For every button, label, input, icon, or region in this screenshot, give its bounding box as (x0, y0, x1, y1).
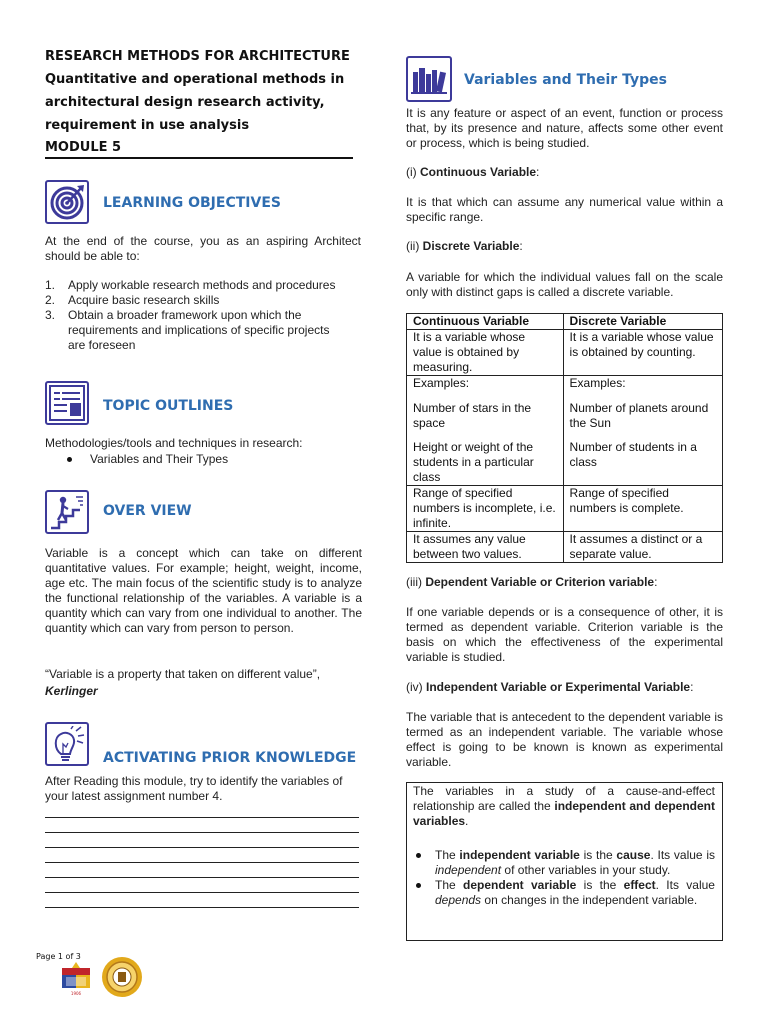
answer-line[interactable] (45, 847, 359, 848)
document-list-icon (45, 381, 89, 425)
objective-number-3: 3. (45, 308, 56, 322)
objective-number-1: 1. (45, 278, 56, 292)
table-cell: Range of specified numbers is incomplete, i.e. infinite. (407, 486, 564, 532)
course-title: RESEARCH METHODS FOR ARCHITECTURE (45, 49, 350, 64)
bullet-icon (416, 853, 421, 858)
objective-item-2: Acquire basic research skills (68, 293, 220, 307)
continuous-variable-title: (i) Continuous Variable: (406, 165, 540, 179)
objective-number-2: 2. (45, 293, 56, 307)
topic-item: Variables and Their Types (90, 452, 229, 466)
table-cell: It is a variable whose value is obtained by counting. (563, 330, 722, 376)
prior-knowledge-body: After Reading this module, try to identify the variables of your latest assignment number 4. (45, 774, 343, 803)
comparison-table (406, 313, 723, 563)
table-cell: Range of specified numbers is complete. (563, 486, 722, 532)
seal-text: 1906 (70, 991, 82, 996)
table-row (407, 486, 723, 532)
topic-outlines-heading: TOPIC OUTLINES (103, 398, 234, 414)
table-row (407, 532, 723, 563)
topic-outlines-intro: Methodologies/tools and techniques in research: (45, 436, 303, 450)
quote-author: Kerlinger (45, 684, 98, 698)
discrete-variable-title: (ii) Discrete Variable: (406, 239, 523, 253)
independent-variable-title: (iv) Independent Variable or Experimental Variable: (406, 680, 694, 694)
table-row (407, 376, 723, 486)
page-number: Page 1 of 3 (36, 952, 81, 961)
table-cell: Examples: Number of planets around the Sun Number of students in a class (563, 376, 722, 486)
course-subtitle-line-1: Quantitative and operational methods in (45, 72, 345, 87)
overview-heading: OVER VIEW (103, 503, 192, 519)
summary-bullet-dependent: The dependent variable is the effect. Its value depends on changes in the independent variable. (435, 878, 715, 907)
discrete-variable-desc: A variable for which the individual values fall on the scale only with distinct gaps is called a discrete variable. (406, 270, 723, 299)
table-header: Continuous Variable (407, 314, 564, 330)
variables-intro: It is any feature or aspect of an event, function or process that, by its presence and nature, affects some other event or process, which is being studied. (406, 106, 723, 150)
target-icon (45, 180, 89, 224)
continuous-variable-desc: It is that which can assume any numerical value within a specific range. (406, 195, 723, 224)
overview-body: Variable is a concept which can take on different quantitative values. For example; height, weight, income, age etc. The main focus of the scientific study is to analyze the functional relationship of the variables. A variable is a quantity which can vary from one individual to another. The quantity which can vary from person to person. (45, 546, 362, 635)
bullet-icon (416, 883, 421, 888)
header-divider (45, 157, 353, 159)
objective-item-3: Obtain a broader framework upon which the requirements and implications of specific projects are foreseen (68, 308, 330, 352)
table-header: Discrete Variable (563, 314, 722, 330)
answer-line[interactable] (45, 817, 359, 818)
table-header-row (407, 314, 723, 330)
dependent-variable-title: (iii) Dependent Variable or Criterion variable: (406, 575, 658, 589)
prior-knowledge-heading: ACTIVATING PRIOR KNOWLEDGE (103, 750, 357, 766)
books-icon (406, 56, 452, 102)
course-subtitle-line-3: requirement in use analysis (45, 118, 250, 133)
summary-bullet-independent: The independent variable is the cause. Its value is independent of other variables in your study. (435, 848, 715, 877)
learning-objectives-intro: At the end of the course, you as an aspiring Architect should be able to: (45, 234, 361, 263)
course-subtitle-line-2: architectural design research activity, (45, 95, 325, 110)
table-row (407, 330, 723, 376)
variables-heading: Variables and Their Types (464, 72, 667, 88)
answer-line[interactable] (45, 862, 359, 863)
module-label: MODULE 5 (45, 140, 122, 155)
bullet-icon (67, 457, 72, 462)
learning-objectives-heading: LEARNING OBJECTIVES (103, 195, 281, 211)
answer-line[interactable] (45, 832, 359, 833)
college-seal-icon (101, 956, 143, 998)
answer-line[interactable] (45, 877, 359, 878)
independent-variable-desc: The variable that is antecedent to the dependent variable is termed as an independent variable. The variable whose effect is going to be known is known as experimental variable. (406, 710, 723, 769)
university-seal-icon (56, 960, 96, 998)
objective-item-1: Apply workable research methods and procedures (68, 278, 336, 292)
table-cell: It assumes any value between two values. (407, 532, 564, 563)
table-cell: It assumes a distinct or a separate value. (563, 532, 722, 563)
table-cell: It is a variable whose value is obtained by measuring. (407, 330, 564, 376)
table-cell: Examples: Number of stars in the space Height or weight of the students in a particular class (407, 376, 564, 486)
overview-quote: “Variable is a property that taken on different value”, (45, 667, 321, 681)
answer-line[interactable] (45, 892, 359, 893)
summary-intro: The variables in a study of a cause-and-effect relationship are called the independent and dependent variables. (413, 784, 715, 828)
stairs-climber-icon (45, 490, 89, 534)
answer-line[interactable] (45, 907, 359, 908)
lightbulb-icon (45, 722, 89, 766)
dependent-variable-desc: If one variable depends or is a consequence of other, it is termed as dependent variable. Criterion variable is the basis on which the effectiveness of the experimental variable is studied. (406, 605, 723, 664)
